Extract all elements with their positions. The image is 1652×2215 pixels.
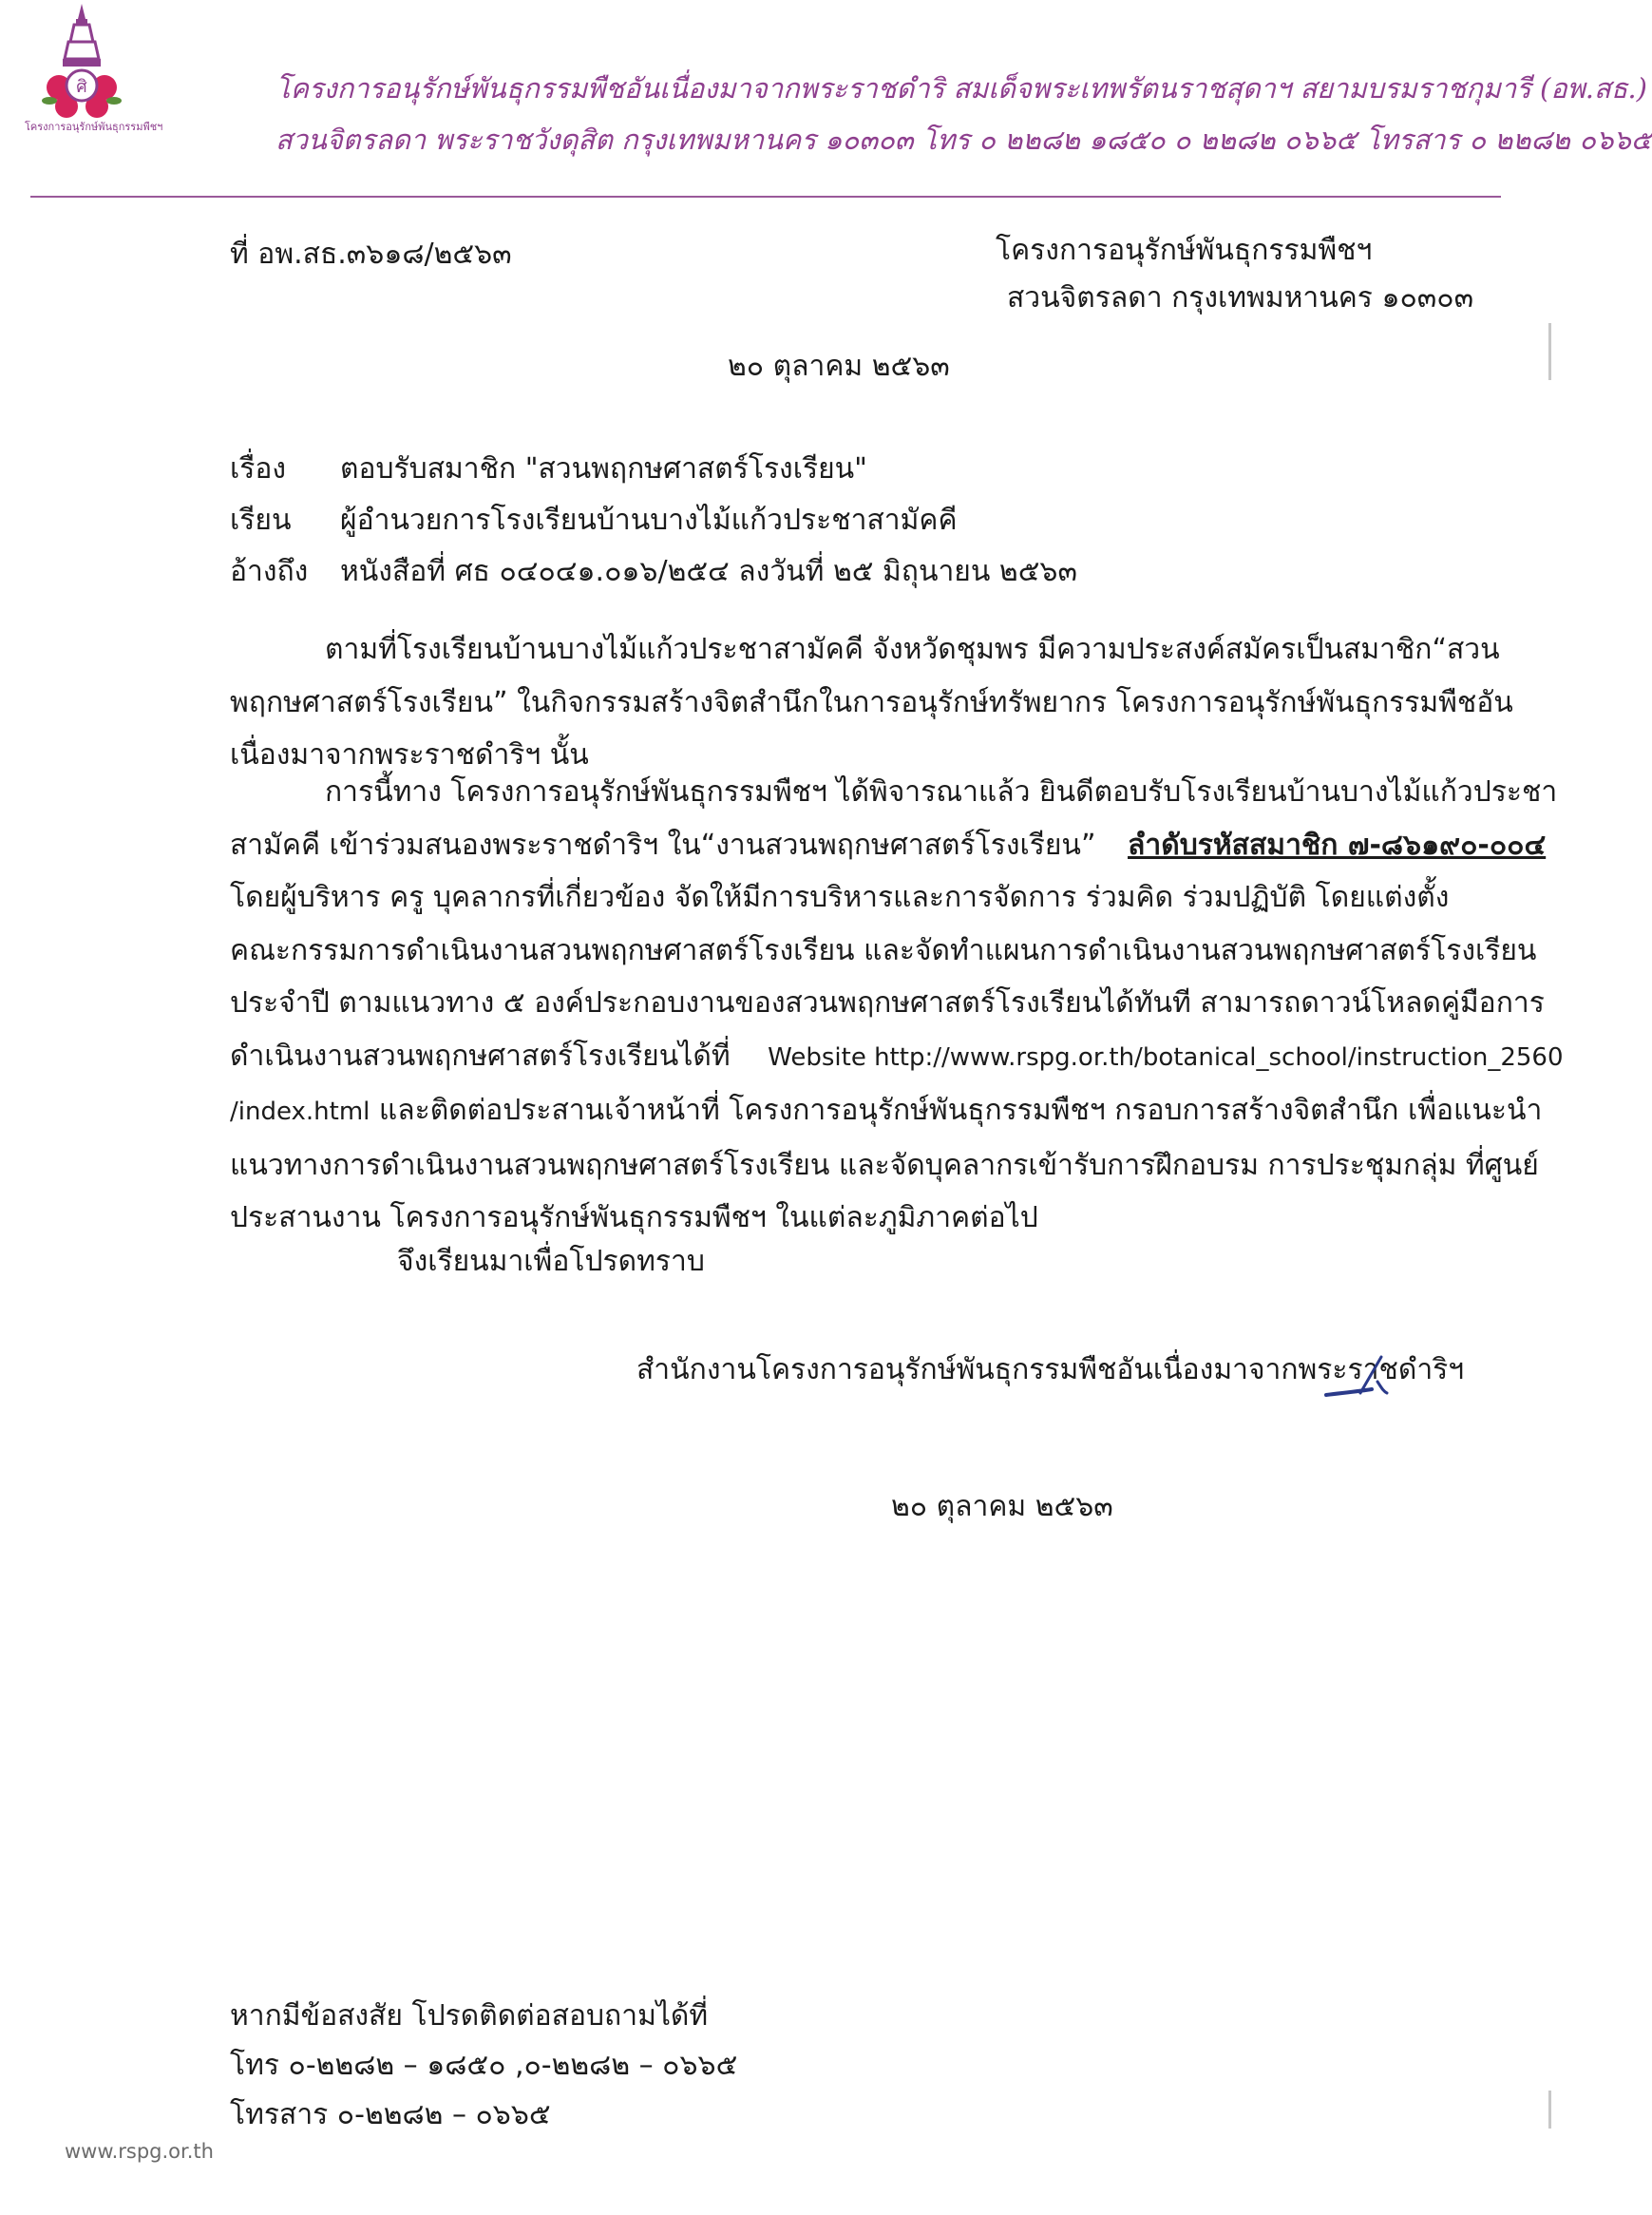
paragraph-line: ประสานงาน โครงการอนุรักษ์พันธุกรรมพืชฯ ในแต่ละภูมิภาคต่อไป — [230, 1201, 1038, 1234]
paragraph-line: การนี้ทาง โครงการอนุรักษ์พันธุกรรมพืชฯ ได้พิจารณาแล้ว ยินดีตอบรับโรงเรียนบ้านบางไม้แก้วประชา — [325, 775, 1558, 809]
paragraph-line: ประจำปี ตามแนวทาง ๕ องค์ประกอบงานของสวนพฤกษศาสตร์โรงเรียนได้ทันที สามารถดาวน์โหลดคู่มือการ — [230, 986, 1545, 1020]
sender-name: โครงการอนุรักษ์พันธุกรรมพืชฯ — [996, 234, 1373, 267]
website-link[interactable]: Website http://www.rspg.or.th/botanical_school/instruction_2560 — [768, 1042, 1564, 1072]
reference-number: ที่ อพ.สธ.๓๖๑๘/๒๕๖๓ — [230, 238, 512, 271]
letter-date: ๒๐ ตุลาคม ๒๕๖๓ — [728, 350, 950, 383]
letterhead-line-1: โครงการอนุรักษ์พันธุกรรมพืชอันเนื่องมาจากพระราชดำริ สมเด็จพระเทพรัตนราชสุดาฯ สยามบรมราชกุมารี (อพ.สธ.) — [275, 72, 1647, 105]
letterhead-divider — [30, 196, 1501, 198]
paragraph-line: ตามที่โรงเรียนบ้านบางไม้แก้วประชาสามัคคี จังหวัดชุมพร มีความประสงค์สมัครเป็นสมาชิก“สวน — [325, 633, 1500, 666]
paragraph-line — [230, 1030, 1564, 1085]
subject-value: ตอบรับสมาชิก "สวนพฤกษศาสตร์โรงเรียน" — [340, 452, 867, 486]
member-code: ลำดับรหัสสมาชิก ๗-๘๖๑๙๐-๐๐๔ — [1128, 828, 1547, 862]
signature-mark — [1322, 1346, 1404, 1408]
letterhead-line-2: สวนจิตรลดา พระราชวังดุสิต กรุงเทพมหานคร ๑๐๓๐๓ โทร ๐ ๒๒๘๒ ๑๘๕๐ ๐ ๒๒๘๒ ๐๖๖๕ โทรสาร ๐ ๒๒๘๒ ๐๖๖๕ — [275, 124, 1652, 156]
recipient-value: ผู้อำนวยการโรงเรียนบ้านบางไม้แก้วประชาสามัคคี — [340, 504, 958, 537]
body-paragraph-2 — [230, 766, 1564, 1245]
paragraph-line — [230, 1084, 1543, 1139]
sender-address: สวนจิตรลดา กรุงเทพมหานคร ๑๐๓๐๓ — [1007, 281, 1474, 315]
signature-date: ๒๐ ตุลาคม ๒๕๖๓ — [891, 1490, 1113, 1523]
paragraph-line: โดยผู้บริหาร ครู บุคลากรที่เกี่ยวข้อง จัดให้มีการบริหารและการจัดการ ร่วมคิด ร่วมปฏิบัติ โดยแต่งตั้ง — [230, 881, 1450, 914]
subject-label: เรื่อง — [230, 452, 287, 486]
recipient-label: เรียน — [230, 504, 292, 537]
logo-emblem-icon — [25, 0, 163, 133]
paragraph-line: แนวทางการดำเนินงานสวนพฤกษศาสตร์โรงเรียน และจัดบุคลากรเข้ารับการฝึกอบรม การประชุมกลุ่ม ที่ศูนย์ — [230, 1148, 1539, 1182]
paragraph-line: คณะกรรมการดำเนินงานสวนพฤกษศาสตร์โรงเรียน และจัดทำแผนการดำเนินงานสวนพฤกษศาสตร์โรงเรียน — [230, 933, 1537, 967]
body-paragraph-1 — [230, 623, 1513, 782]
website-link-continued[interactable]: /index.html — [230, 1098, 370, 1126]
contact-fax: โทรสาร ๐-๒๒๘๒ – ๐๖๖๕ — [230, 2098, 551, 2131]
reference-value: หนังสือที่ ศธ ๐๔๐๔๑.๐๑๖/๒๕๔ ลงวันที่ ๒๕ มิถุนายน ๒๕๖๓ — [340, 555, 1077, 588]
signatory-office: สำนักงานโครงการอนุรักษ์พันธุกรรมพืชอันเนื่องมาจากพระราชดำริฯ — [636, 1353, 1465, 1386]
svg-text:ศิ: ศิ — [76, 77, 87, 97]
closing-phrase: จึงเรียนมาเพื่อโปรดทราบ — [397, 1245, 705, 1278]
organization-logo — [25, 0, 163, 133]
paragraph-line: พฤกษศาสตร์โรงเรียน” ในกิจกรรมสร้างจิตสำนึกในการอนุรักษ์ทรัพยากร โครงการอนุรักษ์พันธุกรรมพืชอัน — [230, 685, 1513, 719]
logo-caption: โครงการอนุรักษ์พันธุกรรมพืชฯ — [25, 121, 163, 133]
paragraph-line: เนื่องมาจากพระราชดำริฯ นั้น — [230, 738, 589, 772]
paragraph-line — [230, 819, 1547, 872]
footer-website[interactable]: www.rspg.or.th — [65, 2140, 214, 2163]
scan-edge-mark — [1548, 323, 1551, 380]
contact-heading: หากมีข้อสงสัย โปรดติดต่อสอบถามได้ที่ — [230, 1999, 709, 2033]
reference-label: อ้างถึง — [230, 555, 309, 588]
contact-phone: โทร ๐-๒๒๘๒ – ๑๘๕๐ ,๐-๒๒๘๒ – ๐๖๖๕ — [230, 2049, 738, 2082]
paragraph-text: และติดต่อประสานเจ้าหน้าที่ โครงการอนุรักษ์พันธุกรรมพืชฯ กรอบการสร้างจิตสำนึก เพื่อแนะนำ — [370, 1094, 1543, 1127]
paragraph-text: ดำเนินงานสวนพฤกษศาสตร์โรงเรียนได้ที่ — [230, 1039, 731, 1073]
paragraph-text: สามัคคี เข้าร่วมสนองพระราชดำริฯ ใน“งานสวนพฤกษศาสตร์โรงเรียน” — [230, 828, 1096, 862]
scan-edge-mark — [1548, 2091, 1551, 2129]
